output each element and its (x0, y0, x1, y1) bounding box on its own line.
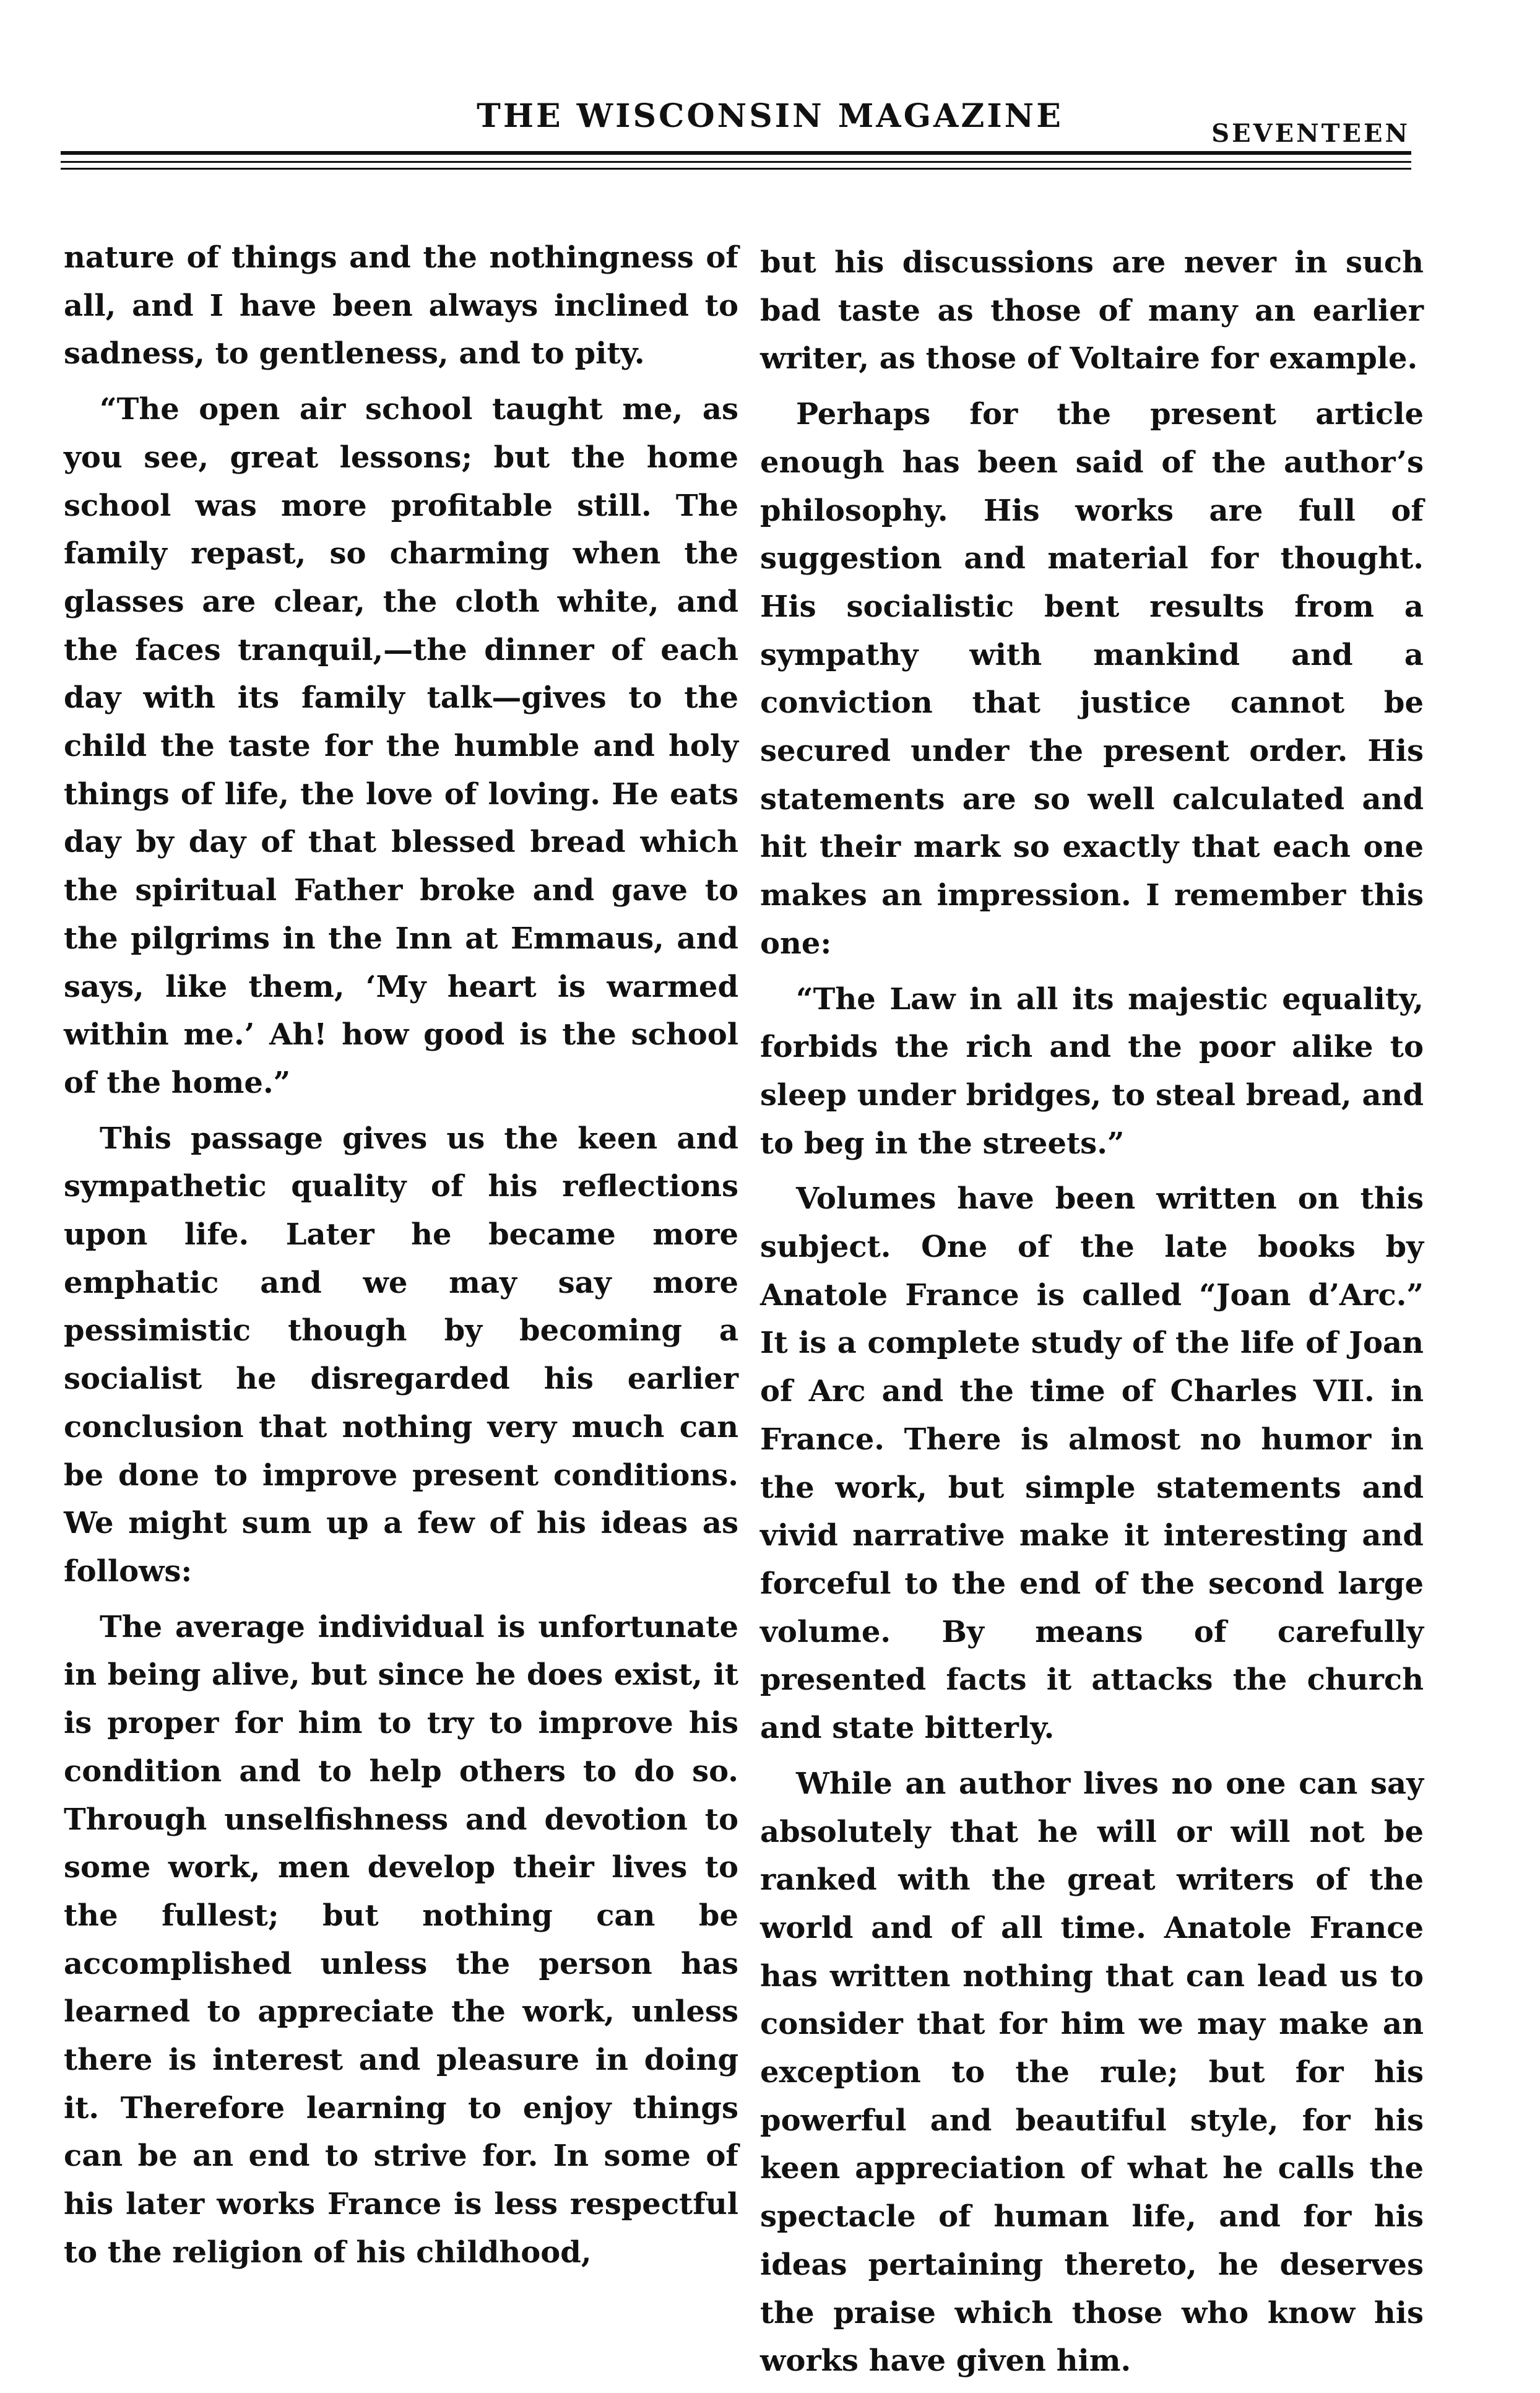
left-paragraph-2: “The open air school taught me, as you see, great lessons; but the home school was more profitable still. The family repast, so charming when the glasses are clear, the cloth white, and the faces tranquil,—the dinner of each day with its family talk—gives to the child the taste for the humble and holy things of life, the love of loving. He eats day by day of that blessed bread which the spiritual Father broke and gave to the pilgrims in the Inn at Emmaus, and says, like them, ‘My heart is warmed within me.’ Ah! how good is the school of the home.” (64, 392, 738, 1100)
right-paragraph-5: While an author lives no one can say absolutely that he will or will not be ranked with the great writers of the world and of all time. Anatole France has written nothing that can lead us to consider that for him we may make an exception to the rule; but for his powerful and beautiful style, for his keen appreciation of what he calls the spectacle of human life, and for his ideas pertaining thereto, he deserves the praise which those who know his works have given him. (760, 1766, 1424, 2379)
left-paragraph-1: nature of things and the nothingness of all, and I have been always inclined to sadness, to gentleness, and to pity. (64, 240, 738, 371)
right-paragraph-4: Volumes have been written on this subject. One of the late books by Anatole France is called “Joan d’Arc.” It is a complete study of the life of Joan of Arc and the time of Charles VII. in France. There is almost no humor in the work, but simple statements and vivid narrative make it interesting and forceful to the end of the second large volume. By means of carefully presented facts it attacks the church and state bitterly. (760, 1181, 1424, 1746)
right-paragraph-3: “The Law in all its majestic equality, forbids the rich and the poor alike to sleep under bridges, to steal bread, and to beg in the streets.” (760, 981, 1424, 1161)
page-number: SEVENTEEN (1211, 119, 1410, 148)
right-paragraph-2: Perhaps for the present article enough has been said of the author’s philosophy. His works are full of suggestion and material for thought. His socialistic bent results from a sympathy with mankind and a conviction that justice cannot be secured under the present order. His statements are so well calculated and hit their mark so exactly that each one makes an impression. I remember this one: (760, 397, 1424, 961)
left-paragraph-3: This passage gives us the keen and sympathetic quality of his reflections upon life. Later he became more emphatic and we may say more pessimistic though by becoming a socialist he disregarded his earlier conclusion that nothing very much can be done to improve present conditions. We might sum up a few of his ideas as follows: (64, 1121, 738, 1589)
header-rule-thick (61, 151, 1411, 155)
right-column (760, 239, 1424, 2393)
magazine-title: THE WISCONSIN MAGAZINE (477, 97, 1063, 135)
left-column (64, 234, 738, 2285)
header-rule-thin (61, 161, 1411, 163)
left-paragraph-4: The average individual is unfortunate in being alive, but since he does exist, it is proper for him to try to improve his condition and to help others to do so. Through unselfishness and devotion to some work, men develop their lives to the fullest; but nothing can be accomplished unless the person has learned to appreciate the work, unless there is interest and pleasure in doing it. Therefore learning to enjoy things can be an end to strive for. In some of his later works France is less respectful to the religion of his childhood, (64, 1609, 738, 2270)
right-paragraph-1: but his discussions are never in such bad taste as those of many an earlier writer, as those of Voltaire for example. (760, 245, 1424, 376)
header-rule-thin-lower (61, 168, 1411, 170)
